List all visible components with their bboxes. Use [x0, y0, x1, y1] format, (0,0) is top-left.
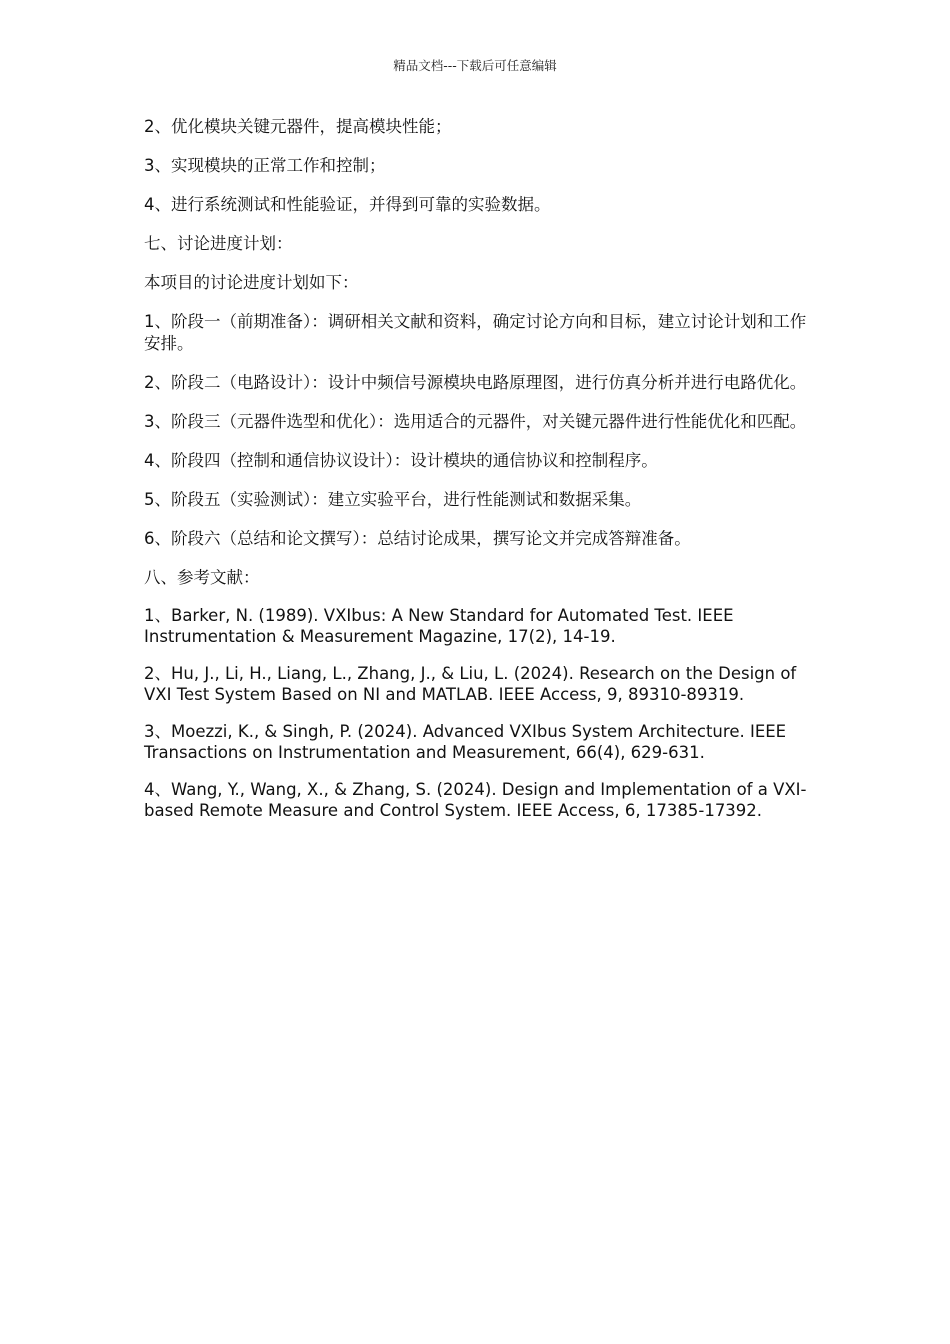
objective-item-4: 4、进行系统测试和性能验证，并得到可靠的实验数据。: [144, 195, 551, 214]
schedule-stage-5: 5、阶段五（实验测试）：建立实验平台，进行性能测试和数据采集。: [144, 490, 642, 509]
document-body: [144, 116, 809, 838]
schedule-stage-6: 6、阶段六（总结和论文撰写）：总结讨论成果，撰写论文并完成答辩准备。: [144, 529, 691, 548]
page-header: 精品文档---下载后可任意编辑: [393, 58, 557, 73]
section-heading-references: 八、参考文献：: [144, 568, 260, 587]
objective-item-3: 3、实现模块的正常工作和控制；: [144, 156, 386, 175]
schedule-stage-2: 2、阶段二（电路设计）：设计中频信号源模块电路原理图，进行仿真分析并进行电路优化。: [144, 373, 807, 392]
objective-item-2: 2、优化模块关键元器件，提高模块性能；: [144, 117, 452, 136]
section-heading-schedule: 七、讨论进度计划：: [144, 234, 293, 253]
schedule-stage-1: 1、阶段一（前期准备）：调研相关文献和资料，确定讨论方向和目标，建立讨论计划和工作安排。: [144, 312, 807, 353]
reference-item-2: 2、Hu, J., Li, H., Liang, L., Zhang, J., & Liu, L. (2024). Research on the Design of VXI Test System Based on NI and MATLAB. IEEE Access, 9, 89310-89319.: [144, 664, 797, 704]
schedule-stage-3: 3、阶段三（元器件选型和优化）：选用适合的元器件，对关键元器件进行性能优化和匹配。: [144, 412, 807, 431]
reference-item-4: 4、Wang, Y., Wang, X., & Zhang, S. (2024). Design and Implementation of a VXI-based Remote Measure and Control System. IEEE Access, 6, 17385-17392.: [144, 780, 807, 820]
schedule-stage-4: 4、阶段四（控制和通信协议设计）：设计模块的通信协议和控制程序。: [144, 451, 658, 470]
reference-item-1: 1、Barker, N. (1989). VXIbus: A New Standard for Automated Test. IEEE Instrumentation & Measurement Magazine, 17(2), 14-19.: [144, 606, 734, 646]
reference-item-3: 3、Moezzi, K., & Singh, P. (2024). Advanced VXIbus System Architecture. IEEE Transactions on Instrumentation and Measurement, 66(4), 629-631.: [144, 722, 787, 762]
schedule-intro: 本项目的讨论进度计划如下：: [144, 273, 359, 292]
